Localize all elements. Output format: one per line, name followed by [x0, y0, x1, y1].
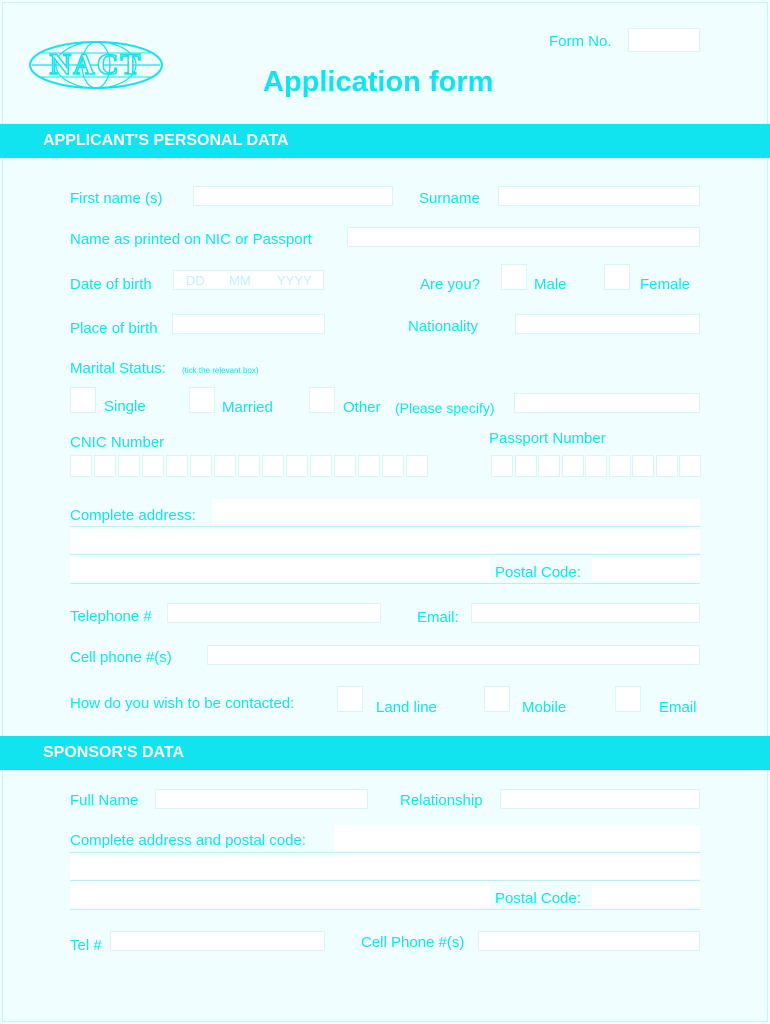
dob-dd-placeholder: DD — [186, 273, 205, 288]
form-no-label: Form No. — [549, 33, 612, 50]
digit-cell[interactable] — [491, 455, 513, 477]
digit-cell[interactable] — [562, 455, 584, 477]
first-name-label: First name (s) — [70, 190, 163, 207]
contact-preference-label: How do you wish to be contacted: — [70, 695, 295, 712]
landline-label: Land line — [376, 699, 437, 716]
telephone-label: Telephone # — [70, 608, 152, 625]
nationality-field[interactable] — [515, 314, 700, 334]
digit-cell[interactable] — [334, 455, 356, 477]
email-field[interactable] — [471, 603, 700, 623]
cnic-label: CNIC Number — [70, 434, 165, 451]
cell-phone-field[interactable] — [207, 645, 700, 665]
female-label: Female — [640, 276, 691, 293]
are-you-label: Are you? — [420, 276, 481, 293]
digit-cell[interactable] — [538, 455, 560, 477]
please-specify-label: (Please specify) — [395, 400, 495, 416]
digit-cell[interactable] — [585, 455, 607, 477]
nic-name-label: Name as printed on NIC or Passport — [70, 231, 312, 248]
surname-label: Surname — [419, 190, 480, 207]
address-line-2[interactable] — [70, 529, 700, 553]
sponsor-address-underline-2 — [70, 880, 700, 881]
dob-mm-placeholder: MM — [229, 273, 251, 288]
postal-code-label: Postal Code: — [495, 564, 581, 581]
sponsor-postal-code-label: Postal Code: — [495, 890, 581, 907]
address-underline-2 — [70, 554, 700, 555]
digit-cell[interactable] — [118, 455, 140, 477]
telephone-field[interactable] — [167, 603, 381, 623]
digit-cell[interactable] — [609, 455, 631, 477]
sponsor-tel-field[interactable] — [110, 931, 325, 951]
page-title: Application form — [263, 66, 494, 98]
mobile-checkbox[interactable] — [484, 686, 510, 712]
digit-cell[interactable] — [190, 455, 212, 477]
male-checkbox[interactable] — [501, 264, 527, 290]
digit-cell[interactable] — [262, 455, 284, 477]
landline-checkbox[interactable] — [337, 686, 363, 712]
sponsor-address-underline-1 — [70, 852, 700, 853]
mobile-label: Mobile — [522, 699, 567, 716]
other-specify-field[interactable] — [514, 393, 700, 413]
sponsor-address-line-2[interactable] — [70, 855, 700, 879]
single-label: Single — [104, 398, 146, 415]
digit-cell[interactable] — [214, 455, 236, 477]
sponsor-postal-code-field[interactable] — [592, 883, 700, 907]
surname-field[interactable] — [498, 186, 700, 206]
digit-cell[interactable] — [310, 455, 332, 477]
other-checkbox[interactable] — [309, 387, 335, 413]
place-of-birth-label: Place of birth — [70, 320, 158, 337]
email-label: Email: — [417, 609, 459, 626]
digit-cell[interactable] — [238, 455, 260, 477]
digit-cell[interactable] — [406, 455, 428, 477]
cnic-input[interactable] — [70, 455, 430, 477]
sponsor-full-name-label: Full Name — [70, 792, 139, 809]
place-of-birth-field[interactable] — [172, 314, 325, 334]
digit-cell[interactable] — [70, 455, 92, 477]
passport-label: Passport Number — [489, 430, 606, 447]
address-underline-3 — [70, 583, 700, 584]
sponsor-tel-label: Tel # — [70, 937, 102, 954]
marital-status-label: Marital Status: — [70, 360, 166, 377]
sponsor-cell-field[interactable] — [478, 931, 700, 951]
nic-name-field[interactable] — [347, 227, 700, 247]
digit-cell[interactable] — [382, 455, 404, 477]
relationship-field[interactable] — [500, 789, 700, 809]
email-contact-checkbox[interactable] — [615, 686, 641, 712]
digit-cell[interactable] — [94, 455, 116, 477]
section-header-personal — [0, 124, 770, 158]
married-checkbox[interactable] — [189, 387, 215, 413]
female-checkbox[interactable] — [604, 264, 630, 290]
digit-cell[interactable] — [286, 455, 308, 477]
address-line-3[interactable] — [70, 557, 490, 581]
relationship-label: Relationship — [400, 792, 483, 809]
sponsor-address-line-1[interactable] — [334, 825, 700, 851]
address-line-1[interactable] — [212, 499, 700, 525]
nationality-label: Nationality — [408, 318, 479, 335]
passport-input[interactable] — [491, 455, 703, 477]
sponsor-address-line-3[interactable] — [70, 883, 490, 907]
marital-hint: (tick the relevant box) — [182, 366, 259, 375]
digit-cell[interactable] — [166, 455, 188, 477]
address-label: Complete address: — [70, 507, 196, 524]
sponsor-address-label: Complete address and postal code: — [70, 832, 306, 849]
cell-phone-label: Cell phone #(s) — [70, 649, 172, 666]
digit-cell[interactable] — [358, 455, 380, 477]
email-contact-label: Email — [659, 699, 697, 716]
section-title: APPLICANT'S PERSONAL DATA — [43, 132, 289, 149]
sponsor-full-name-field[interactable] — [155, 789, 368, 809]
digit-cell[interactable] — [515, 455, 537, 477]
dob-yyyy-placeholder: YYYY — [277, 273, 312, 288]
digit-cell[interactable] — [632, 455, 654, 477]
section-title: SPONSOR'S DATA — [43, 744, 184, 761]
section-header-sponsor — [0, 736, 770, 770]
digit-cell[interactable] — [142, 455, 164, 477]
sponsor-cell-label: Cell Phone #(s) — [361, 934, 465, 951]
digit-cell[interactable] — [679, 455, 701, 477]
married-label: Married — [222, 399, 273, 416]
digit-cell[interactable] — [656, 455, 678, 477]
sponsor-address-underline-3 — [70, 909, 700, 910]
address-underline-1 — [70, 526, 700, 527]
dob-label: Date of birth — [70, 276, 152, 293]
postal-code-field[interactable] — [592, 557, 700, 581]
single-checkbox[interactable] — [70, 387, 96, 413]
form-no-field[interactable] — [628, 28, 700, 52]
first-name-field[interactable] — [193, 186, 393, 206]
other-label: Other — [343, 399, 381, 416]
nact-logo — [28, 40, 164, 90]
logo-text: NACT — [49, 48, 143, 81]
male-label: Male — [534, 276, 567, 293]
